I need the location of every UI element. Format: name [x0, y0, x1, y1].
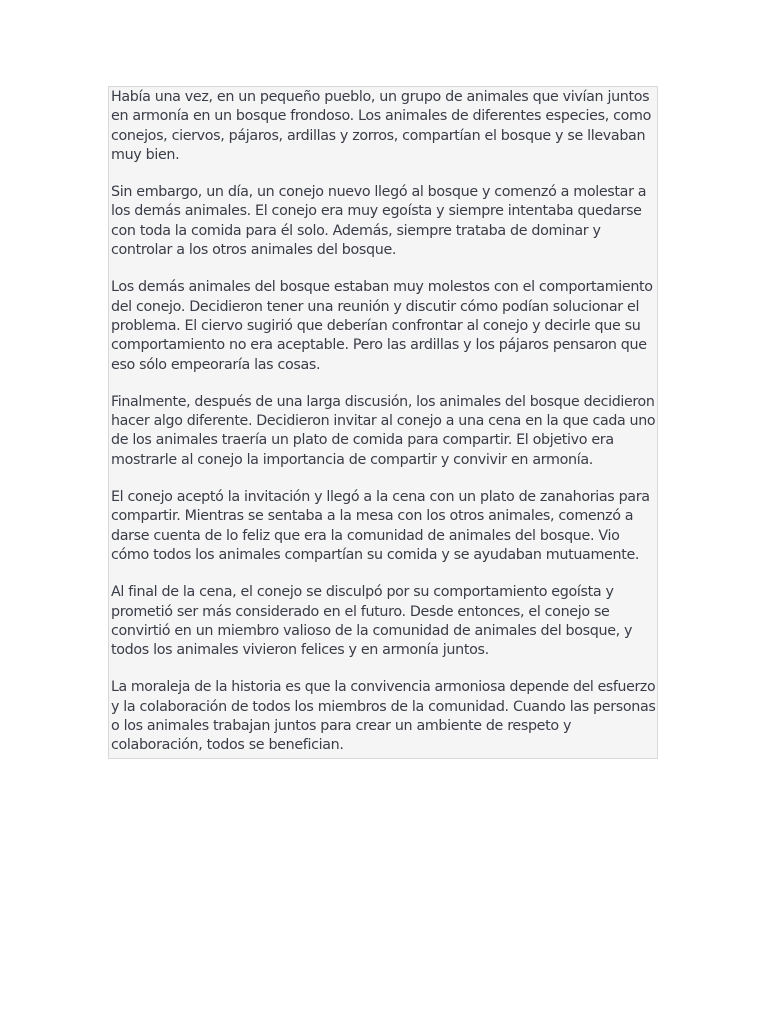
paragraph-7: [111, 678, 657, 755]
text-line: La moraleja de la historia es que la convivencia armoniosa depende del esfuerzo: [111, 679, 656, 696]
text-line: El conejo aceptó la invitación y llegó a la cena con un plato de zanahorias para: [111, 489, 650, 506]
text-line: comportamiento no era aceptable. Pero las ardillas y los pájaros pensaron que: [111, 337, 647, 354]
text-line: Sin embargo, un día, un conejo nuevo llegó al bosque y comenzó a molestar a: [111, 184, 647, 201]
text-line: compartir. Mientras se sentaba a la mesa con los otros animales, comenzó a: [111, 508, 634, 525]
text-line: colaboración, todos se benefician.: [111, 737, 344, 754]
text-line: prometió ser más considerado en el futuro. Desde entonces, el conejo se: [111, 603, 610, 620]
paragraph-3: [111, 278, 657, 374]
paragraph-6: [111, 583, 657, 660]
text-line: problema. El ciervo sugirió que deberían confrontar al conejo y decirle que su: [111, 317, 641, 334]
text-line: Había una vez, en un pequeño pueblo, un grupo de animales que vivían juntos: [111, 89, 650, 105]
text-line: darse cuenta de lo feliz que era la comunidad de animales del bosque. Vio: [111, 527, 620, 544]
paragraph-1: [111, 88, 657, 165]
story-text-box: [108, 86, 658, 759]
text-line: cómo todos los animales compartían su comida y se ayudaban mutuamente.: [111, 546, 640, 563]
paragraph-4: [111, 393, 657, 470]
text-line: en armonía en un bosque frondoso. Los animales de diferentes especies, como: [111, 108, 651, 125]
text-line: Los demás animales del bosque estaban muy molestos con el comportamiento: [111, 279, 653, 296]
text-line: convirtió en un miembro valioso de la comunidad de animales del bosque, y: [111, 622, 633, 639]
text-line: muy bien.: [111, 146, 180, 163]
text-line: conejos, ciervos, pájaros, ardillas y zorros, compartían el bosque y se llevaban: [111, 127, 646, 144]
text-line: mostrarle al conejo la importancia de compartir y convivir en armonía.: [111, 451, 593, 468]
text-line: hacer algo diferente. Decidieron invitar al conejo a una cena en la que cada uno: [111, 413, 656, 430]
text-line: de los animales traería un plato de comida para compartir. El objetivo era: [111, 432, 614, 449]
text-line: o los animales trabajan juntos para crear un ambiente de respeto y: [111, 718, 572, 735]
text-line: Al final de la cena, el conejo se disculpó por su comportamiento egoísta y: [111, 584, 614, 601]
paragraph-5: [111, 488, 657, 565]
text-line: y la colaboración de todos los miembros de la comunidad. Cuando las personas: [111, 698, 656, 715]
text-line: los demás animales. El conejo era muy egoísta y siempre intentaba quedarse: [111, 203, 642, 220]
text-line: eso sólo empeoraría las cosas.: [111, 356, 321, 373]
text-line: con toda la comida para él solo. Además, siempre trataba de dominar y: [111, 222, 601, 239]
text-line: del conejo. Decidieron tener una reunión y discutir cómo podían solucionar el: [111, 298, 640, 315]
text-line: controlar a los otros animales del bosque.: [111, 242, 397, 259]
paragraph-2: [111, 183, 657, 260]
text-line: Finalmente, después de una larga discusión, los animales del bosque decidieron: [111, 393, 655, 410]
text-line: todos los animales vivieron felices y en armonía juntos.: [111, 642, 489, 659]
